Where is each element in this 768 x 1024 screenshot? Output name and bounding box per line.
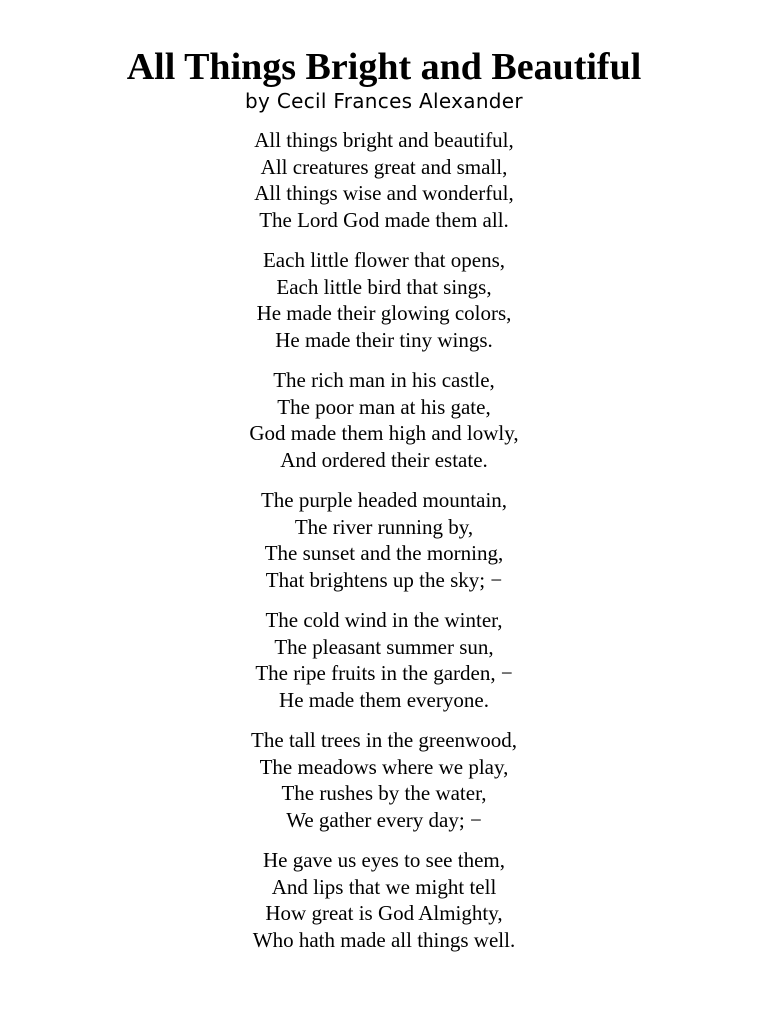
poem-line: And lips that we might tell	[271, 874, 497, 899]
poem-line: Each little bird that sings,	[276, 274, 492, 299]
poem-line: The meadows where we play,	[259, 754, 509, 779]
poem-line: He gave us eyes to see them,	[262, 848, 505, 872]
stanza-5	[0, 607, 768, 713]
poem-line: The purple headed mountain,	[260, 488, 508, 512]
poem-line: All creatures great and small,	[260, 154, 508, 179]
poem-line: God made them high and lowly,	[249, 421, 519, 445]
poem-title: All Things Bright and Beautiful	[126, 46, 642, 88]
poem-line: The ripe fruits in the garden, −	[255, 661, 513, 685]
poem-line: The cold wind in the winter,	[265, 608, 503, 632]
poem-line: And ordered their estate.	[280, 447, 488, 472]
poem-line: Who hath made all things well.	[252, 927, 516, 952]
poem-line: We gather every day; −	[286, 807, 482, 832]
poem-line: That brightens up the sky; −	[265, 567, 503, 592]
poem-line: All things bright and beautiful,	[254, 128, 514, 152]
poem-line: The rushes by the water,	[281, 781, 487, 805]
poem-body	[0, 127, 768, 967]
stanza-2	[0, 247, 768, 353]
poem-line: The poor man at his gate,	[277, 394, 491, 419]
stanza-4	[0, 487, 768, 593]
poem-line: He made their glowing colors,	[256, 301, 512, 325]
poem-line: How great is God Almighty,	[265, 901, 503, 925]
poem-line: Each little flower that opens,	[262, 248, 505, 272]
stanza-7	[0, 847, 768, 953]
poem-line: He made them everyone.	[279, 687, 489, 712]
poem-line: The rich man in his castle,	[273, 368, 495, 392]
stanza-3	[0, 367, 768, 473]
stanza-1	[0, 127, 768, 233]
poem-line: The tall trees in the greenwood,	[251, 728, 517, 752]
poem-line: The sunset and the morning,	[264, 541, 504, 565]
poem-line: He made their tiny wings.	[275, 327, 493, 352]
poem-line: All things wise and wonderful,	[254, 181, 514, 205]
poem-byline: by Cecil Frances Alexander	[245, 89, 523, 113]
stanza-6	[0, 727, 768, 833]
poem-line: The pleasant summer sun,	[274, 634, 494, 659]
poem-line: The river running by,	[294, 514, 474, 539]
poem-line: The Lord God made them all.	[259, 207, 509, 232]
